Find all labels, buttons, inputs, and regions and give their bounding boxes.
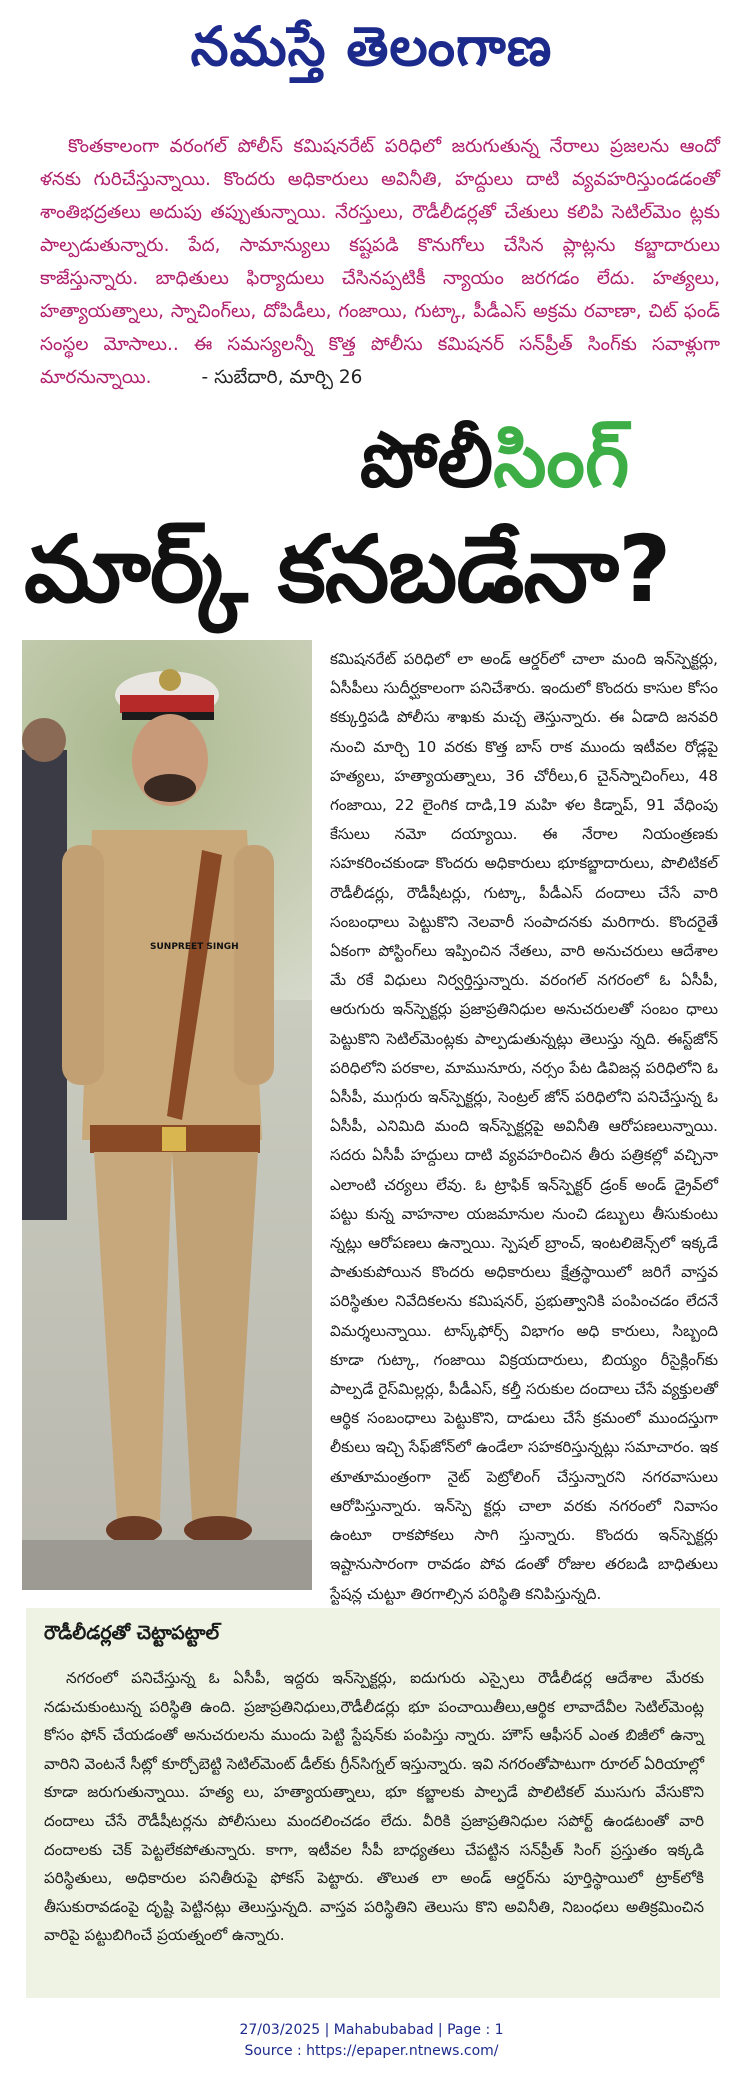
commissioner-photo bbox=[22, 640, 312, 1590]
headline-part-b: సింగ్ bbox=[493, 415, 630, 504]
headline-line-1 bbox=[360, 405, 629, 515]
masthead bbox=[0, 0, 743, 110]
sidebar-text: నగరంలో పనిచేస్తున్న ఓ ఏసీపీ, ఇద్దరు ఇన్‌స్పెక్టర్లు, ఐదుగురు ఎస్సైలు రౌడీలీడర్ల ఆదేశాల మేరకు నడుచుకుంటున్న పరిస్థితి ఉంది. ప్రజాప్రతినిధులు,రౌడీలీడర్లు భూ పంచాయితీలు,ఆర్థిక లావాదేవీల సెటిల్‌మెంట్ల కోసం ఫోన్ చేయడంతో అనుచరులను ముందు పెట్టి స్టేషన్‌కు పంపిస్తు న్నారు. హౌస్ ఆఫీసర్ ఎంత బిజీలో ఉన్నా వారిని వెంటనే సీట్లో కూర్చోబెట్టి సెటిల్‌మెంట్ డీల్‌కు గ్రీన్‌సిగ్నల్ ఇస్తున్నారు. ఇవి నగరంతోపాటుగా రూరల్ ఏరియాల్లో కూడా జరుగుతున్నాయి. హత్య లు, హత్యాయత్నాలు, భూ కబ్జాలకు పాల్పడే పొలిటికల్ ముసుగు వేసుకొని దందాలు చేసే రౌడీషీటర్లను పోలీసులు మందలించడం లేదు. వీరికి ప్రజాప్రతినిధుల సపోర్ట్ ఉండటంతో వారి దందాలకు చెక్ పెట్టలేకపోతున్నారు. కాగా, ఇటీవల సీపీ బాధ్యతలు చేపట్టిన సన్‌ప్రీత్ సింగ్ ప్రస్తుతం ఇక్కడి పరిస్థితులు, అధికారుల పనితీరుపై ఫోకస్ పెట్టారు. తొలుత లా అండ్ ఆర్డర్‌ను పూర్తిస్థాయిలో ట్రాక్‌లోకి తీసుకురావడంపై దృష్టి పెట్టినట్లు తెలుస్తున్నది. వాస్తవ పరిస్థితిని తెలుసు కొని అవినీతి, నిబంధలు అతిక్రమించిన వారిపై పట్టుబిగించే ప్రయత్నంలో ఉన్నారు. bbox=[44, 1669, 704, 1945]
footer bbox=[0, 2020, 743, 2062]
footer-date-edition: 27/03/2025 | Mahabubabad | Page : 1 bbox=[239, 2022, 504, 2038]
masthead-title: నమస్తే తెలంగాణ bbox=[190, 14, 553, 78]
officer-figure-icon bbox=[22, 640, 312, 1590]
sidebar-title: రౌడీలీడర్లతో చెట్టాపట్టాల్ bbox=[44, 1622, 220, 1644]
road bbox=[22, 1540, 312, 1590]
name-plate: SUNPREET SINGH bbox=[150, 942, 239, 952]
headline-part-a: పోలీ bbox=[360, 415, 494, 504]
intro-paragraph bbox=[40, 130, 720, 402]
intro-text: కొంతకాలంగా వరంగల్ పోలీస్ కమిషనరేట్ పరిధిలో జరుగుతున్న నేరాలు ప్రజలను ఆందో ళనకు గురిచేస్తున్నాయి. కొందరు అధికారులు అవినీతి, హద్దులు దాటి వ్యవహరిస్తుండడంతో శాంతిభద్రతలు అదుపు తప్పుతున్నాయి. నేరస్తులు, రౌడీలీడర్లతో చేతులు కలిపి సెటిల్‌మెం ట్లకు పాల్పడుతున్నారు. పేద, సామాన్యులు కష్టపడి కొనుగోలు చేసిన ప్లాట్లను కబ్జాదారులు కాజేస్తున్నారు. బాధితులు ఫిర్యాదులు చేసినప్పటికీ న్యాయం జరగడం లేదు. హత్యలు, హత్యాయత్నాలు, స్నాచింగ్‌లు, దోపిడీలు, గంజాయి, గుట్కా, పీడీఎస్ అక్రమ రవాణా, చిట్ ఫండ్ సంస్థల మోసాలు.. ఈ సమస్యలన్నీ కొత్త పోలీసు కమిషనర్ సన్‌ప్రీత్ సింగ్‌కు సవాళ్లుగా మారనున్నాయి. bbox=[40, 136, 720, 388]
headline-line-2: మార్క్ కనబడేనా? bbox=[24, 516, 671, 623]
article-body: కమిషనరేట్ పరిధిలో లా అండ్ ఆర్డర్‌లో చాలా మంది ఇన్‌స్పెక్టర్లు, ఏసీపీలు సుదీర్ఘకాలంగా పనిచేశారు. ఇందులో కొందరు కాసుల కోసం కక్కుర్తిపడి పోలీసు శాఖకు మచ్చ తెస్తున్నారు. ఈ ఏడాది జనవరి నుంచి మార్చి 10 వరకు కొత్త బాస్ రాక ముందు ఇటీవల రోడ్లపై హత్యలు, హత్యాయత్నాలు, 36 చోరీలు,6 చైన్‌స్నాచింగ్‌లు, 48 గంజాయి, 22 లైంగిక దాడి,19 మహి ళల కిడ్నాప్, 91 వేధింపు కేసులు నమో దయ్యాయి. ఈ నేరాల నియంత్రణకు సహకరించకుండా కొందరు అధికారులు భూకబ్జాదారులు, పొలిటికల్ రౌడీలీడర్లు, రౌడీషీటర్లు, గుట్కా, పీడీఎస్ దందాలు చేసే వారి సంబంధాలు పెట్టుకొని నెలవారీ సంపాదనకు మరిగారు. కొందరైతే ఏకంగా పోస్టింగ్‌లు ఇప్పించిన నేతలు, వారి అనుచరులు ఆదేశాల మే రకే విధులు నిర్వర్తిస్తున్నారు. వరంగల్ నగరంలో ఓ ఏసీపీ, ఆరుగురు ఇన్‌స్పెక్టర్లు ప్రజాప్రతినిధుల అనుచరులతో సంబం ధాలు పెట్టుకొని సెటిల్‌మెంట్లకు పాల్పడుతున్నట్లు తెలుస్తు న్నది. ఈస్ట్‌జోన్ పరిధిలోని పరకాల, మామునూరు, నర్సం పేట డివిజన్ల పరిధిలోని ఓ ఏసీపీ, ముగ్గురు ఇన్‌స్పెక్టర్లు, సెంట్రల్ జోన్ పరిధిలోని పనిచేస్తున్న ఓ ఏసీపీ, ఎనిమిది మంది ఇన్‌స్పెక్టర్లపై అవినీతి ఆరోపణలున్నాయి. సదరు ఏసీపీ హద్దులు దాటి వ్యవహరించిన తీరు పత్రికల్లో వచ్చినా ఎలాంటి చర్యలు లేవు. ఓ ట్రాఫిక్ ఇన్‌స్పెక్టర్ డ్రంక్ అండ్ డ్రైవ్‌లో పట్టు కున్న వాహనాల యజమానుల నుంచి డబ్బులు తీసుకుంటు న్నట్లు ఆరోపణలు ఉన్నాయి. స్పెషల్ బ్రాంచ్, ఇంటలిజెన్స్‌లో ఇక్కడే పాతుకుపోయిన కొందరు అధికారులు క్షేత్రస్థాయిలో జరిగే వాస్తవ పరిస్థితుల నివేదికలను కమిషనర్, ప్రభుత్వానికి పంపించడం లేదనే విమర్శలున్నాయి. టాస్క్‌ఫోర్స్ విభాగం అధి కారులు, సిబ్బంది కూడా గుట్కా, గంజాయి విక్రయదారులు, బియ్యం రీసైక్లింగ్‌కు పాల్పడే రైస్‌మిల్లర్లు, పీడీఎస్, కల్తీ సరుకుల దందాలు చేసే వ్యక్తులతో ఆర్థిక సంబంధాలు పెట్టుకొని, దాడులు చేసే క్రమంలో ముందస్తుగా లీకులు ఇచ్చి సేఫ్‌జోన్‌లో ఉండేలా సహకరిస్తున్నట్లు సమాచారం. ఇక తూతూమంత్రంగా నైట్ పెట్రోలింగ్ చేస్తున్నారని నగరవాసులు ఆరోపిస్తున్నారు. ఇన్‌స్పె క్టర్లు చాలా వరకు నగరంలో నివాసం ఉంటూ రాకపోకలు సాగి స్తున్నారు. కొందరు ఇన్‌స్పెక్టర్లు ఇష్టానుసారంగా రావడం పోవ డంతో రోజుల తరబడి బాధితులు స్టేషన్ల చుట్టూ తిరగాల్సిన పరిస్థితి కనిపిస్తున్నది. bbox=[330, 650, 718, 1603]
dateline: - సుబేదారి, మార్చి 26 bbox=[201, 367, 363, 388]
sidebar-box bbox=[26, 1608, 720, 1998]
footer-source: Source : https://epaper.ntnews.com/ bbox=[244, 2043, 499, 2059]
